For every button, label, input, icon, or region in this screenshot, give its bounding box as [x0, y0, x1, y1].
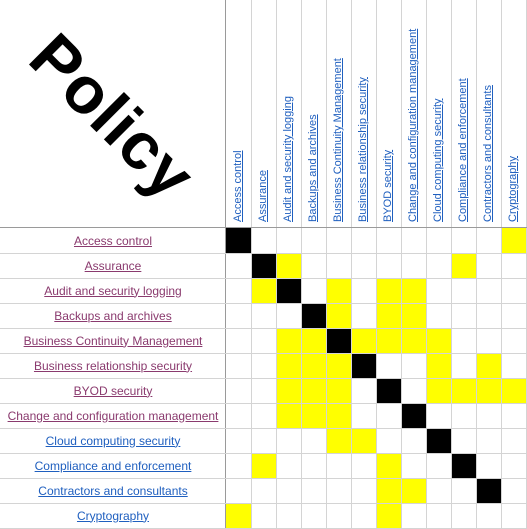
- column-header: [426, 0, 451, 228]
- matrix-cell-related[interactable]: [326, 278, 351, 303]
- matrix-cell-related[interactable]: [426, 328, 451, 353]
- column-header: [476, 0, 501, 228]
- row-header-link[interactable]: Access control: [73, 233, 153, 248]
- matrix-cell-empty[interactable]: [401, 353, 426, 378]
- matrix-cell-diagonal[interactable]: [376, 378, 401, 403]
- matrix-cell-empty[interactable]: [426, 253, 451, 278]
- matrix-cell-empty[interactable]: [401, 378, 426, 403]
- matrix-cell-empty[interactable]: [276, 478, 301, 503]
- row-header-link[interactable]: BYOD security: [73, 383, 153, 398]
- matrix-cell-empty[interactable]: [476, 328, 501, 353]
- matrix-cell-diagonal[interactable]: [476, 478, 501, 503]
- matrix-cell-empty[interactable]: [451, 278, 476, 303]
- matrix-cell-related[interactable]: [326, 353, 351, 378]
- matrix-cell-empty[interactable]: [501, 253, 526, 278]
- matrix-cell-empty[interactable]: [426, 303, 451, 328]
- corner-title: Policy: [15, 18, 211, 214]
- column-header-link[interactable]: Cloud computing security: [432, 98, 444, 222]
- matrix-cell-related[interactable]: [351, 428, 376, 453]
- matrix-cell-empty[interactable]: [501, 403, 526, 428]
- matrix-cell-related[interactable]: [451, 253, 476, 278]
- matrix-cell-empty[interactable]: [476, 253, 501, 278]
- matrix-cell-empty[interactable]: [326, 453, 351, 478]
- matrix-cell-related[interactable]: [276, 378, 301, 403]
- row-header-link[interactable]: Business relationship security: [33, 358, 193, 373]
- column-header: [376, 0, 401, 228]
- matrix-cell-related[interactable]: [476, 353, 501, 378]
- matrix-cell-empty[interactable]: [276, 303, 301, 328]
- matrix-cell-empty[interactable]: [351, 403, 376, 428]
- column-header-link[interactable]: Backups and archives: [307, 114, 319, 222]
- matrix-cell-related[interactable]: [401, 303, 426, 328]
- matrix-cell-diagonal[interactable]: [276, 278, 301, 303]
- matrix-cell-related[interactable]: [251, 453, 276, 478]
- matrix-cell-related[interactable]: [326, 378, 351, 403]
- matrix-cell-empty[interactable]: [251, 478, 276, 503]
- matrix-cell-empty[interactable]: [501, 503, 526, 528]
- matrix-cell-empty[interactable]: [251, 403, 276, 428]
- matrix-cell-related[interactable]: [401, 478, 426, 503]
- corner-header: [0, 0, 226, 228]
- matrix-cell-empty[interactable]: [426, 503, 451, 528]
- matrix-cell-empty[interactable]: [301, 503, 326, 528]
- matrix-cell-related[interactable]: [301, 353, 326, 378]
- matrix-cell-related[interactable]: [226, 503, 251, 528]
- matrix-cell-empty[interactable]: [501, 353, 526, 378]
- matrix-cell-diagonal[interactable]: [401, 403, 426, 428]
- matrix-cell-empty[interactable]: [226, 353, 251, 378]
- column-header: [451, 0, 476, 228]
- matrix-cell-related[interactable]: [351, 328, 376, 353]
- matrix-cell-empty[interactable]: [451, 328, 476, 353]
- matrix-cell-empty[interactable]: [226, 303, 251, 328]
- column-header: [326, 0, 351, 228]
- row-header-link[interactable]: Compliance and enforcement: [34, 458, 192, 473]
- matrix-cell-diagonal[interactable]: [251, 253, 276, 278]
- matrix-cell-empty[interactable]: [401, 428, 426, 453]
- matrix-cell-related[interactable]: [476, 378, 501, 403]
- matrix-cell-empty[interactable]: [226, 478, 251, 503]
- matrix-cell-empty[interactable]: [351, 228, 376, 253]
- matrix-cell-empty[interactable]: [376, 428, 401, 453]
- matrix-cell-empty[interactable]: [251, 228, 276, 253]
- matrix-cell-diagonal[interactable]: [451, 453, 476, 478]
- matrix-cell-diagonal[interactable]: [301, 303, 326, 328]
- matrix-cell-empty[interactable]: [301, 228, 326, 253]
- matrix-cell-empty[interactable]: [376, 253, 401, 278]
- matrix-cell-diagonal[interactable]: [226, 228, 251, 253]
- matrix-cell-related[interactable]: [326, 428, 351, 453]
- matrix-cell-empty[interactable]: [226, 278, 251, 303]
- matrix-cell-related[interactable]: [276, 353, 301, 378]
- matrix-cell-related[interactable]: [251, 278, 276, 303]
- matrix-cell-related[interactable]: [426, 353, 451, 378]
- column-header-link[interactable]: Compliance and enforcement: [457, 78, 469, 222]
- matrix-cell-empty[interactable]: [301, 428, 326, 453]
- matrix-cell-empty[interactable]: [451, 428, 476, 453]
- matrix-cell-empty[interactable]: [476, 303, 501, 328]
- column-header: [226, 0, 251, 228]
- matrix-cell-related[interactable]: [376, 328, 401, 353]
- row-header-link[interactable]: Cloud computing security: [45, 433, 181, 448]
- row-header-link[interactable]: Cryptography: [76, 508, 150, 523]
- row-header-link[interactable]: Business Continuity Management: [23, 333, 203, 348]
- matrix-cell-empty[interactable]: [401, 453, 426, 478]
- matrix-cell-empty[interactable]: [226, 378, 251, 403]
- matrix-cell-empty[interactable]: [351, 253, 376, 278]
- row-header-link[interactable]: Change and configuration management: [7, 408, 219, 423]
- matrix-cell-related[interactable]: [501, 228, 526, 253]
- matrix-cell-empty[interactable]: [276, 453, 301, 478]
- row-header-link[interactable]: Contractors and consultants: [38, 483, 188, 498]
- matrix-cell-empty[interactable]: [501, 453, 526, 478]
- matrix-cell-diagonal[interactable]: [426, 428, 451, 453]
- column-header: [251, 0, 276, 228]
- matrix-cell-related[interactable]: [301, 328, 326, 353]
- column-header-link[interactable]: Access control: [232, 150, 244, 222]
- matrix-cell-empty[interactable]: [351, 453, 376, 478]
- column-header-link[interactable]: Contractors and consultants: [482, 85, 494, 222]
- matrix-cell-related[interactable]: [451, 378, 476, 403]
- matrix-cell-empty[interactable]: [476, 403, 501, 428]
- row-header-link[interactable]: Backups and archives: [54, 308, 172, 323]
- column-header-link[interactable]: BYOD security: [382, 149, 394, 222]
- matrix-cell-empty[interactable]: [451, 503, 476, 528]
- matrix-cell-empty[interactable]: [251, 353, 276, 378]
- matrix-cell-related[interactable]: [401, 278, 426, 303]
- matrix-cell-empty[interactable]: [226, 403, 251, 428]
- matrix-cell-related[interactable]: [326, 403, 351, 428]
- matrix-cell-related[interactable]: [276, 403, 301, 428]
- matrix-cell-related[interactable]: [401, 328, 426, 353]
- matrix-cell-empty[interactable]: [476, 228, 501, 253]
- matrix-cell-empty[interactable]: [476, 453, 501, 478]
- matrix-cell-empty[interactable]: [426, 453, 451, 478]
- matrix-cell-related[interactable]: [376, 503, 401, 528]
- matrix-cell-empty[interactable]: [426, 228, 451, 253]
- matrix-cell-empty[interactable]: [401, 228, 426, 253]
- matrix-cell-empty[interactable]: [401, 253, 426, 278]
- column-header-link[interactable]: Change and configuration management: [407, 28, 419, 222]
- column-header-link[interactable]: Cryptography: [507, 155, 519, 222]
- matrix-cell-related[interactable]: [376, 303, 401, 328]
- matrix-cell-diagonal[interactable]: [351, 353, 376, 378]
- matrix-cell-empty[interactable]: [501, 428, 526, 453]
- matrix-cell-related[interactable]: [426, 378, 451, 403]
- matrix-cell-empty[interactable]: [501, 278, 526, 303]
- matrix-cell-related[interactable]: [301, 403, 326, 428]
- matrix-cell-empty[interactable]: [451, 403, 476, 428]
- matrix-cell-empty[interactable]: [351, 503, 376, 528]
- matrix-cell-empty[interactable]: [476, 428, 501, 453]
- matrix-cell-related[interactable]: [376, 478, 401, 503]
- matrix-cell-diagonal[interactable]: [326, 328, 351, 353]
- matrix-cell-empty[interactable]: [376, 228, 401, 253]
- matrix-cell-empty[interactable]: [476, 503, 501, 528]
- matrix-cell-empty[interactable]: [251, 328, 276, 353]
- matrix-cell-empty[interactable]: [226, 328, 251, 353]
- matrix-cell-empty[interactable]: [251, 378, 276, 403]
- matrix-cell-empty[interactable]: [251, 503, 276, 528]
- matrix-cell-empty[interactable]: [301, 453, 326, 478]
- matrix-cell-related[interactable]: [326, 303, 351, 328]
- matrix-cell-empty[interactable]: [426, 478, 451, 503]
- column-header-link[interactable]: Business relationship security: [357, 77, 369, 222]
- matrix-cell-empty[interactable]: [401, 503, 426, 528]
- matrix-cell-empty[interactable]: [451, 303, 476, 328]
- matrix-cell-empty[interactable]: [501, 303, 526, 328]
- matrix-cell-empty[interactable]: [301, 278, 326, 303]
- matrix-cell-empty[interactable]: [301, 478, 326, 503]
- matrix-cell-empty[interactable]: [276, 428, 301, 453]
- column-header: [276, 0, 301, 228]
- matrix-cell-empty[interactable]: [426, 278, 451, 303]
- column-header: [501, 0, 526, 228]
- matrix-cell-empty[interactable]: [326, 478, 351, 503]
- matrix-cell-empty[interactable]: [351, 303, 376, 328]
- matrix-cell-empty[interactable]: [276, 503, 301, 528]
- matrix-cell-related[interactable]: [301, 378, 326, 403]
- matrix-cell-empty[interactable]: [351, 278, 376, 303]
- matrix-cell-empty[interactable]: [326, 503, 351, 528]
- matrix-cell-empty[interactable]: [301, 253, 326, 278]
- matrix-cell-related[interactable]: [376, 453, 401, 478]
- matrix-cell-empty[interactable]: [226, 253, 251, 278]
- matrix-cell-empty[interactable]: [351, 378, 376, 403]
- matrix-cell-empty[interactable]: [351, 478, 376, 503]
- column-header-link[interactable]: Assurance: [257, 170, 269, 222]
- matrix-cell-empty[interactable]: [451, 228, 476, 253]
- matrix-cell-empty[interactable]: [226, 453, 251, 478]
- matrix-cell-empty[interactable]: [501, 328, 526, 353]
- matrix-cell-related[interactable]: [501, 378, 526, 403]
- matrix-cell-empty[interactable]: [426, 403, 451, 428]
- row-header-link[interactable]: Audit and security logging: [44, 283, 182, 298]
- matrix-cell-empty[interactable]: [451, 478, 476, 503]
- column-header: [351, 0, 376, 228]
- matrix-cell-empty[interactable]: [251, 428, 276, 453]
- matrix-cell-empty[interactable]: [451, 353, 476, 378]
- matrix-cell-empty[interactable]: [326, 228, 351, 253]
- column-header: [401, 0, 426, 228]
- matrix-cell-empty[interactable]: [476, 278, 501, 303]
- row-header-link[interactable]: Assurance: [84, 258, 142, 273]
- matrix-cell-related[interactable]: [376, 278, 401, 303]
- matrix-cell-empty[interactable]: [251, 303, 276, 328]
- matrix-cell-empty[interactable]: [276, 228, 301, 253]
- matrix-cell-empty[interactable]: [226, 428, 251, 453]
- column-header-link[interactable]: Business Continuity Management: [332, 58, 344, 222]
- matrix-cell-empty[interactable]: [376, 403, 401, 428]
- column-header: [301, 0, 326, 228]
- matrix-cell-empty[interactable]: [501, 478, 526, 503]
- matrix-cell-related[interactable]: [276, 253, 301, 278]
- column-header-link[interactable]: Audit and security logging: [282, 96, 294, 222]
- matrix-cell-related[interactable]: [276, 328, 301, 353]
- matrix-cell-empty[interactable]: [326, 253, 351, 278]
- matrix-cell-empty[interactable]: [376, 353, 401, 378]
